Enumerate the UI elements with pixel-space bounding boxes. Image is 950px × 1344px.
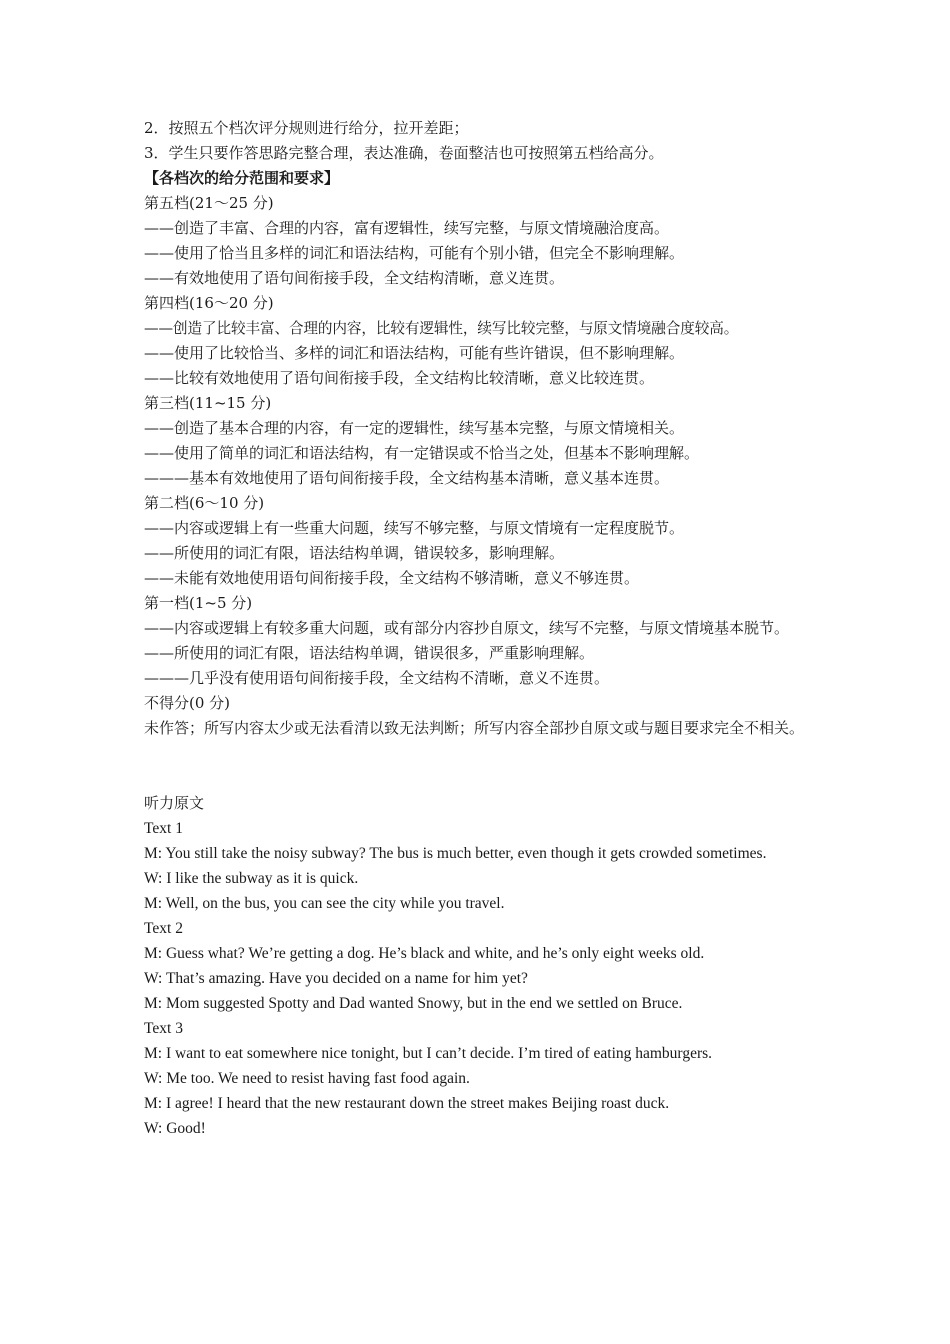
level-item: ——内容或逻辑上有较多重大问题，或有部分内容抄自原文，续写不完整，与原文情境基本脱节。 (144, 619, 790, 637)
text-label: Text 1 (144, 820, 183, 837)
level-item: ——所使用的词汇有限，语法结构单调，错误较多，影响理解。 (144, 544, 565, 562)
dialogue-line: W: Good! (144, 1120, 206, 1137)
level-item: ——比较有效地使用了语句间衔接手段，全文结构比较清晰，意义比较连贯。 (144, 369, 655, 387)
level-item: ——创造了丰富、合理的内容，富有逻辑性，续写完整，与原文情境融洽度高。 (144, 219, 670, 237)
level-item: ——使用了恰当且多样的词汇和语法结构，可能有个别小错，但完全不影响理解。 (144, 244, 685, 262)
section-spacer (144, 741, 808, 791)
level-item: ———基本有效地使用了语句间衔接手段，全文结构基本清晰，意义基本连贯。 (144, 469, 670, 487)
level-item: ——创造了比较丰富、合理的内容，比较有逻辑性，续写比较完整，与原文情境融合度较高。 (144, 320, 739, 337)
level-title: 第一档(1~5 分) (144, 594, 253, 612)
dialogue-line: M: Mom suggested Spotty and Dad wanted Snowy, but in the end we settled on Bruce. (144, 995, 683, 1012)
level-title: 第二档(6～10 分) (144, 494, 265, 512)
level-item: ——创造了基本合理的内容，有一定的逻辑性，续写基本完整，与原文情境相关。 (144, 419, 685, 437)
dialogue-line: M: Well, on the bus, you can see the city while you travel. (144, 895, 505, 912)
level-title: 第三档(11~15 分) (144, 394, 272, 412)
dialogue-line: W: That’s amazing. Have you decided on a name for him yet? (144, 970, 528, 987)
dialogue-line: M: I want to eat somewhere nice tonight, but I can’t decide. I’m tired of eating hamburgers. (144, 1045, 713, 1062)
dialogue-line: M: I agree! I heard that the new restaurant down the street makes Beijing roast duck. (144, 1095, 670, 1112)
level-title: 第四档(16～20 分) (144, 294, 274, 312)
listening-title: 听力原文 (144, 794, 205, 812)
level-title: 第五档(21～25 分) (144, 194, 274, 212)
level-item: ——内容或逻辑上有一些重大问题，续写不够完整，与原文情境有一定程度脱节。 (144, 519, 685, 537)
zero-score-title: 不得分(0 分) (144, 694, 231, 712)
level-item: ——使用了简单的词汇和语法结构，有一定错误或不恰当之处，但基本不影响理解。 (144, 444, 700, 462)
dialogue-line: W: Me too. We need to resist having fast food again. (144, 1070, 470, 1087)
text-label: Text 2 (144, 920, 183, 937)
dialogue-line: M: You still take the noisy subway? The bus is much better, even though it gets crowded sometimes. (144, 845, 767, 862)
dialogue-line: M: Guess what? We’re getting a dog. He’s black and white, and he’s only eight weeks old. (144, 945, 705, 962)
dialogue-line: W: I like the subway as it is quick. (144, 870, 359, 887)
document-page (144, 116, 808, 1141)
grading-note-3: 3．学生只要作答思路完整合理，表达准确，卷面整洁也可按照第五档给高分。 (144, 144, 664, 162)
grading-note-2: 2．按照五个档次评分规则进行给分，拉开差距； (144, 119, 469, 137)
level-item: ———几乎没有使用语句间衔接手段，全文结构不清晰，意义不连贯。 (144, 669, 610, 687)
text-label: Text 3 (144, 1020, 183, 1037)
level-item: ——未能有效地使用语句间衔接手段，全文结构不够清晰，意义不够连贯。 (144, 569, 640, 587)
level-item: ——有效地使用了语句间衔接手段，全文结构清晰，意义连贯。 (144, 269, 565, 287)
zero-score-text: 未作答；所写内容太少或无法看清以致无法判断；所写内容全部抄自原文或与题目要求完全不相关。 (144, 719, 805, 737)
level-item: ——所使用的词汇有限，语法结构单调，错误很多，严重影响理解。 (144, 644, 595, 662)
section-title: 【各档次的给分范围和要求】 (144, 169, 340, 187)
level-item: ——使用了比较恰当、多样的词汇和语法结构，可能有些许错误，但不影响理解。 (144, 344, 685, 362)
